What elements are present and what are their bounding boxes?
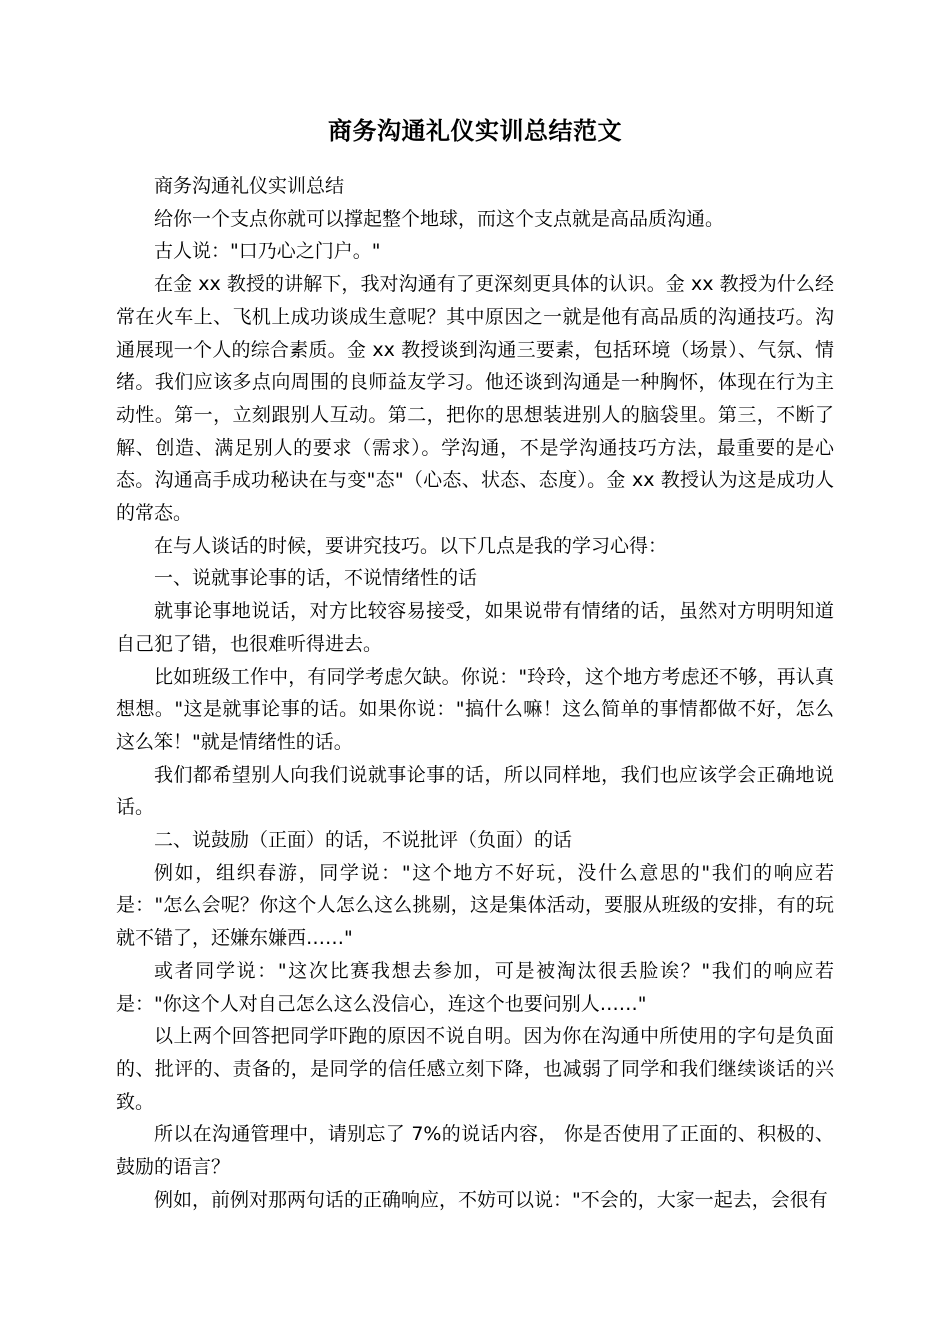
- paragraph: 在金 xx 教授的讲解下，我对沟通有了更深刻更具体的认识。金 xx 教授为什么经常在火车上、飞机上成功谈成生意呢？其中原因之一就是他有高品质的沟通技巧。沟通展现一个人的综合素质。金 xx 教授谈到沟通三要素，包括环境（场景）、气氛、情绪。我们应该多点向周围的良师益友学习。他还谈到沟通是一种胸怀，体现在行为主动性。第一，立刻跟别人互动。第二，把你的思想装进别人的脑袋里。第三，不断了解、创造、满足别人的要求（需求）。学沟通，不是学沟通技巧方法，最重要的是心态。沟通高手成功秘诀在与变"态"（心态、状态、态度）。金 xx 教授认为这是成功人的常态。: [116, 273, 834, 525]
- paragraph: 例如，组织春游，同学说："这个地方不好玩，没什么意思的"我们的响应若是："怎么会呢？你这个人怎么这么挑剔，这是集体活动，要服从班级的安排，有的玩就不错了，还嫌东嫌西……": [116, 861, 834, 950]
- paragraph: 商务沟通礼仪实训总结: [154, 175, 345, 197]
- paragraph: 给你一个支点你就可以撑起整个地球，而这个支点就是高品质沟通。: [154, 207, 725, 230]
- paragraph: 我们都希望别人向我们说就事论事的话，所以同样地，我们也应该学会正确地说话。: [116, 763, 834, 819]
- section-heading: 二、说鼓励（正面）的话，不说批评（负面）的话: [154, 829, 573, 852]
- paragraph: 就事论事地说话，对方比较容易接受，如果说带有情绪的话，虽然对方明明知道自己犯了错，也很难听得进去。: [116, 600, 834, 655]
- paragraph: 在与人谈话的时候，要讲究技巧。以下几点是我的学习心得：: [154, 534, 668, 557]
- paragraph: 例如，前例对那两句话的正确响应，不妨可以说："不会的，大家一起去，会很有: [154, 1188, 828, 1211]
- paragraph: 古人说："口乃心之门户。": [154, 240, 381, 263]
- paragraph: 所以在沟通管理中，请别忘了 7%的说话内容， 你是否使用了正面的、积极的、鼓励的语言？: [116, 1123, 834, 1179]
- document-title: 商务沟通礼仪实训总结范文: [328, 117, 622, 145]
- section-heading: 一、说就事论事的话，不说情绪性的话: [154, 567, 478, 590]
- paragraph: 或者同学说："这次比赛我想去参加，可是被淘汰很丢脸诶？"我们的响应若是："你这个人对自己怎么这么没信心，连这个也要问别人……": [116, 959, 834, 1015]
- paragraph: 以上两个回答把同学吓跑的原因不说自明。因为你在沟通中所使用的字句是负面的、批评的、责备的，是同学的信任感立刻下降，也减弱了同学和我们继续谈话的兴致。: [116, 1025, 834, 1113]
- paragraph: 比如班级工作中，有同学考虑欠缺。你说："玲玲，这个地方考虑还不够，再认真想想。"这是就事论事的话。如果你说："搞什么嘛！这么简单的事情都做不好，怎么这么笨！"就是情绪性的话。: [116, 665, 834, 753]
- document-body: [116, 170, 834, 1217]
